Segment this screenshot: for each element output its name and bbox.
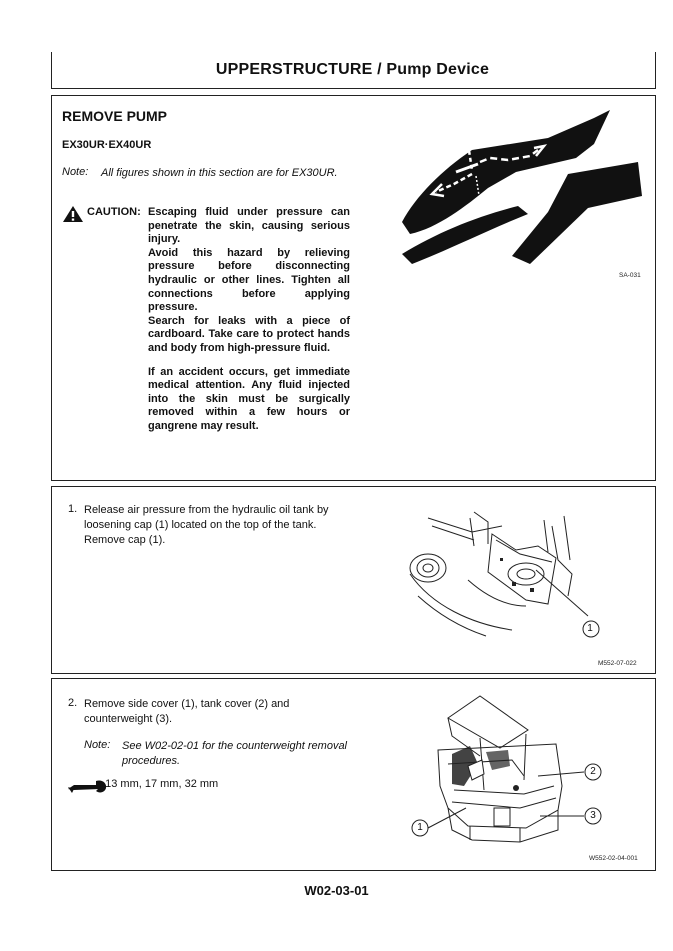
step-number: 1. [68,503,78,515]
callout-3: 3 [590,810,596,821]
figure-code: W552-02-04-001 [589,855,638,862]
caution-label: CAUTION: [87,206,141,218]
caution-paragraph: Avoid this hazard by relieving pressure before disconnecting hydraulic or other lines. Tighten all connections before applying pressure. [148,246,350,314]
figure-code: SA-031 [619,272,641,279]
tool-sizes: : 13 mm, 17 mm, 32 mm [99,778,219,790]
figure-code: M552-07-022 [598,660,637,667]
note-label: Note: [84,739,111,751]
model-list: EX30UR·EX40UR [62,139,152,151]
callout-1: 1 [417,822,423,833]
caution-paragraph: If an accident occurs, get immediate medical attention. Any fluid injected into the skin must be surgically removed within a few hours or gangrene may result. [148,365,350,432]
caution-text [148,206,350,434]
caution-paragraph: Escaping fluid under pressure can penetrate the skin, causing serious injury. [148,206,350,246]
callout-1: 1 [587,623,593,634]
page-code: W02-03-01 [304,883,369,898]
note-text: See W02-02-01 for the counterweight removal procedures. [122,740,348,767]
warning-triangle-icon [62,205,84,223]
callout-2: 2 [590,766,596,777]
note-text: All figures shown in this section are for EX30UR. [101,167,338,179]
step-text: Remove side cover (1), tank cover (2) and counterweight (3). [84,698,290,725]
high-pressure-leak-figure [398,104,650,266]
page-title: UPPERSTRUCTURE / Pump Device [215,61,490,78]
side-cover-counterweight-figure [408,690,612,850]
step-text: Release air pressure from the hydraulic oil tank by loosening cap (1) located on the top of the tank. Remove cap (1). [84,504,329,546]
step-number: 2. [68,697,78,709]
note-label: Note: [62,166,89,178]
section-title: REMOVE PUMP [62,108,168,124]
caution-paragraph: Search for leaks with a piece of cardboard. Take care to protect hands and body from high-pressure fluid. [148,314,350,354]
tank-cap-figure [402,496,612,656]
